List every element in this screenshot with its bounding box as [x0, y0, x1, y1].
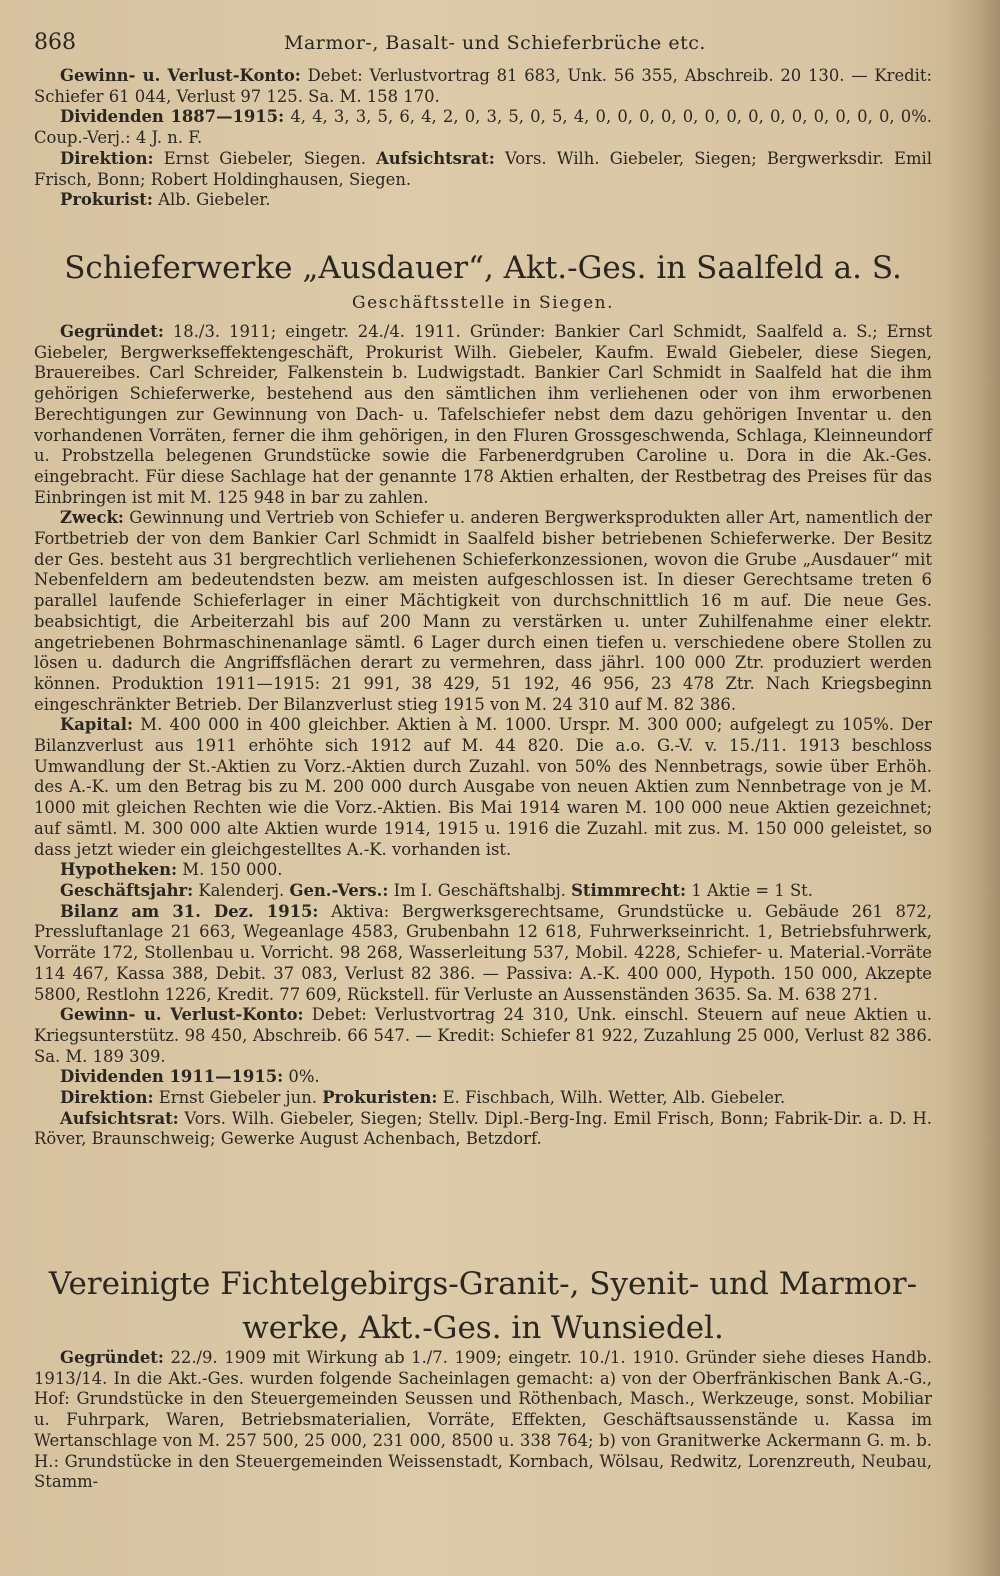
section-ausdauer: [34, 322, 932, 1150]
management-paragraph: Direktion: Ernst Giebeler, Siegen. Aufsichtsrat: Vors. Wilh. Giebeler, Siegen; Bergwerksdir. Emil Frisch, Bonn; Robert Holdinghausen, Siegen.: [34, 148, 932, 189]
page-edge-shadow: [945, 0, 1000, 1576]
title-line-2: werke, Akt.-Ges. in Wunsiedel.: [242, 1310, 724, 1346]
management-paragraph: Direktion: Ernst Giebeler jun. Prokuristen: E. Fischbach, Wilh. Wetter, Alb. Giebeler.: [60, 1088, 786, 1108]
fiscal-year-paragraph: Geschäftsjahr: Kalenderj. Gen.-Vers.: Im I. Geschäftshalbj. Stimmrecht: 1 Aktie = 1 St.: [60, 880, 813, 900]
founded-paragraph: Gegründet: 22./9. 1909 mit Wirkung ab 1./7. 1909; eingetr. 10./1. 1910. Gründer siehe dieses Handb. 1913/14. In die Akt.-Ges. wurden folgende Sacheinlagen gemacht: a) von der Oberfränkischen Bank A.-G., Hof: Grundstücke in den Steuergemeinden Seussen und Röthenbach, Masch., Werkzeuge, sonst. Mobiliar u. Fuhrpark, Waren, Betriebsmaterialien, Vorräte, Effekten, Geschäftsaussenstände u. Kassa im Wertanschlage von M. 257 500, 25 000, 231 000, 8500 u. 338 764; b) von Granitwerke Ackermann G. m. b. H.: Grundstücke in den Steuergemeinden Weissenstadt, Kornbach, Wölsau, Redwitz, Lorenzreuth, Neubau, Stamm-: [34, 1348, 932, 1492]
company-title-fichtelgebirge: [34, 1262, 932, 1350]
profit-loss-paragraph: Gewinn- u. Verlust-Konto: Debet: Verlustvortrag 24 310, Unk. einschl. Steuern auf neue Aktien u. Kriegsunterstütz. 98 450, Abschreib. 66 547. — Kredit: Schiefer 81 922, Zuzahlung 25 000, Verlust 82 386. Sa. M. 189 309.: [34, 1005, 932, 1066]
page-header: [34, 30, 932, 60]
section-previous-company: [34, 66, 932, 211]
company-title-ausdauer: Schieferwerke „Ausdauer“, Akt.-Ges. in Saalfeld a. S.: [64, 250, 902, 286]
procurator-paragraph: Prokurist: Alb. Giebeler.: [60, 190, 271, 210]
supervisory-board-paragraph: Aufsichtsrat: Vors. Wilh. Giebeler, Siegen; Stellv. Dipl.-Berg-Ing. Emil Frisch, Bonn; Fabrik-Dir. a. D. H. Röver, Braunschweig; Gewerke August Achenbach, Betzdorf.: [34, 1108, 932, 1149]
balance-paragraph: Bilanz am 31. Dez. 1915: Aktiva: Bergwerksgerechtsame, Grundstücke u. Gebäude 261 872, Pressluftanlage 21 663, Wegeanlage 4583, Grubenbahn 12 618, Fuhrwerkseinricht. 1, Betriebsfuhrwerk, Vorräte 172, Stollenbau u. Vorricht. 98 268, Wasserleitung 537, Mobil. 4228, Schiefer- u. Material.-Vorräte 114 467, Kassa 388, Debit. 37 083, Verlust 82 386. — Passiva: A.-K. 400 000, Hypoth. 150 000, Akzepte 5800, Restlohn 1226, Kredit. 77 609, Rückstell. für Verluste an Aussenständen 3635. Sa. M. 638 271.: [34, 901, 932, 1004]
mortgages-paragraph: Hypotheken: M. 150 000.: [60, 860, 283, 880]
profit-loss-paragraph: Gewinn- u. Verlust-Konto: Debet: Verlustvortrag 81 683, Unk. 56 355, Abschreib. 20 130. — Kredit: Schiefer 61 044, Verlust 97 125. Sa. M. 158 170.: [34, 66, 932, 106]
dividends-paragraph: Dividenden 1887—1915: 4, 4, 3, 3, 5, 6, 4, 2, 0, 3, 5, 0, 5, 4, 0, 0, 0, 0, 0, 0, 0, 0, 0, 0, 0, 0, 0, 0, 0%. Coup.-Verj.: 4 J. n. F.: [34, 107, 932, 148]
title-line-1: Vereinigte Fichtelgebirgs-Granit-, Syenit- und Marmor-: [48, 1266, 918, 1302]
capital-paragraph: Kapital: M. 400 000 in 400 gleichber. Aktien à M. 1000. Urspr. M. 300 000; aufgelegt zu 105%. Der Bilanzverlust aus 1911 erhöhte sich 1912 auf M. 44 820. Die a.o. G.-V. v. 15./11. 1913 beschloss Umwandlung der St.-Aktien zu Vorz.-Aktien durch Zuzahl. von 50% des Nennbetrags, sowie über Erhöh. des A.-K. um den Betrag bis zu M. 200 000 durch Ausgabe von neuen Aktien zum Nennbetrage von je M. 1000 mit gleichen Rechten wie die Vorz.-Aktien. Bis Mai 1914 waren M. 100 000 neue Aktien gezeichnet; auf sämtl. M. 300 000 alte Aktien wurde 1914, 1915 u. 1916 die Zuzahl. mit zus. M. 150 000 geleistet, so dass jetzt wieder ein gleichgestelltes A.-K. vorhanden ist.: [34, 715, 932, 859]
page-number: 868: [34, 30, 76, 55]
founded-paragraph: Gegründet: 18./3. 1911; eingetr. 24./4. 1911. Gründer: Bankier Carl Schmidt, Saalfeld a. S.; Ernst Giebeler, Bergwerkseffektengeschäft, Prokurist Wilh. Giebeler, Kaufm. Ewald Giebeler, diese Siegen, Brauereibes. Carl Schreider, Falkenstein b. Ludwigstadt. Bankier Carl Schmidt in Saalfeld hat die ihm gehörigen Schieferwerke, bestehend aus den sämtlichen ihm verliehenen oder von ihm erworbenen Berechtigungen zur Gewinnung von Dach- u. Tafelschiefer nebst dem dazu gehörigen Inventar u. den vorhandenen Vorräten, ferner die ihm gehörigen, in den Fluren Grossgeschwenda, Schlaga, Kleinneundorf u. Probstzella belegenen Grundstücke sowie die Farbenerdgruben Caroline u. Dora in die Ak.-Ges. eingebracht. Für diese Sachlage hat der genannte 178 Aktien erhalten, der Restbetrag des Preises für das Einbringen ist mit M. 125 948 in bar zu zahlen.: [34, 322, 933, 507]
purpose-paragraph: Zweck: Gewinnung und Vertrieb von Schiefer u. anderen Bergwerksprodukten aller Art, namentlich der Fortbetrieb der von dem Bankier Carl Schmidt in Saalfeld bisher betriebenen Schieferwerke. Der Besitz der Ges. besteht aus 31 bergrechtlich verliehenen Schieferkonzessionen, wovon die Grube „Ausdauer“ mit Nebenfeldern am bedeutendsten bezw. am meisten aufgeschlossen ist. In dieser Gerechtsame treten 6 parallel laufende Schieferlager in einer Mächtigkeit von durchschnittlich 16 m auf. Die neue Ges. beabsichtigt, die Arbeiterzahl bis auf 200 Mann zu verstärken u. unter Zuhilfenahme einer elektr. angetriebenen Bohrmaschinenanlage sämtl. 6 Lager durch einen tiefen u. verschiedene obere Stollen zu lösen u. dadurch die Angriffsflächen derart zu vermehren, dass jährl. 100 000 Ztr. produziert werden können. Produktion 1911—1915: 21 991, 38 429, 51 192, 46 956, 23 478 Ztr. Nach Kriegsbeginn eingeschränkter Betrieb. Der Bilanzverlust stieg 1915 von M. 24 310 auf M. 82 386.: [34, 508, 932, 714]
dividends-paragraph: Dividenden 1911—1915: 0%.: [60, 1067, 320, 1087]
section-fichtelgebirge: [34, 1348, 932, 1493]
company-subtitle: Geschäftsstelle in Siegen.: [351, 293, 614, 313]
running-head: Marmor-, Basalt- und Schieferbrüche etc.: [284, 32, 706, 54]
